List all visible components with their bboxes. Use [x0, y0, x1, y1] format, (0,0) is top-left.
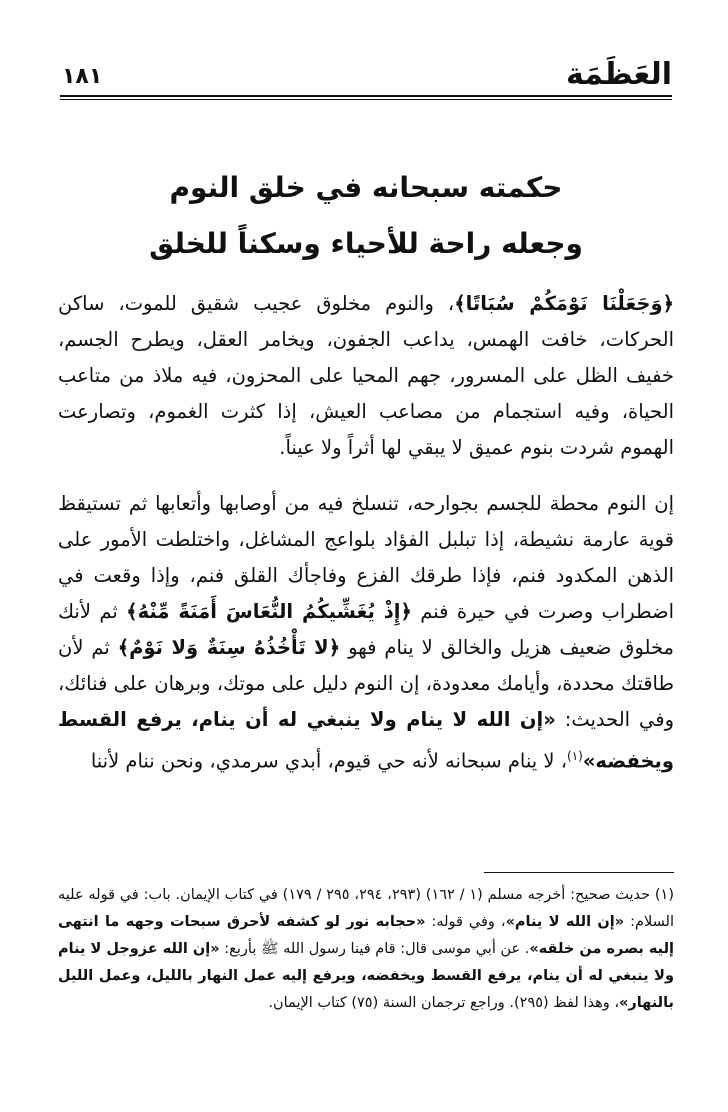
- footnote-text: (١) حديث صحيح: أخرجه مسلم (١ / ١٦٢) (٢٩٣، ٢٩٤، ٢٩٥ / ١٧٩) في كتاب الإيمان. باب: في قوله عليه السلام:: [58, 887, 674, 930]
- paragraph-text: ، لا ينام سبحانه لأنه حي قيوم، أبدي سرمدي، ونحن ننام لأننا: [90, 749, 567, 773]
- paragraph-1: [58, 286, 674, 466]
- quran-verse: ﴿لا تَأْخُذُهُ سِنَةٌ وَلا نَوْمٌ﴾: [117, 636, 341, 659]
- body-text: [58, 286, 674, 780]
- footnote-text: . عن أبي موسى قال: قام فينا رسول الله ﷺ بأربع:: [219, 941, 530, 957]
- footnote-quote: «إن الله عزوجل لا ينام ولا ينبغي له أن ينام، يرفع القسط ويخفضه، ويرفع إليه عمل النهار بالليل، وعمل الليل بالنهار»: [58, 941, 674, 1011]
- paragraph-text: ثم لأنك مخلوق ضعيف هزيل والخالق لا ينام فهو: [58, 600, 675, 659]
- chapter-heading: [60, 160, 672, 272]
- paragraph-text: ثم لأن طاقتك محددة، وأيامك معدودة، إن النوم دليل على موتك، وبرهان على فنائك، وفي الحديث:: [58, 636, 674, 731]
- paragraph-2: [58, 486, 674, 780]
- quran-verse: ﴿إِذْ يُغَشِّيكُمُ النُّعَاسَ أَمَنَةً مِّنْهُ﴾: [126, 600, 412, 623]
- footnote-text: ، وفي قوله:: [425, 914, 506, 930]
- header-rule-thin: [60, 99, 672, 100]
- header-rule: [60, 95, 672, 97]
- footnote-separator: [484, 872, 674, 873]
- paragraph-text: إن النوم محطة للجسم بجوارحه، تنسلخ فيه من أوصابها وأتعابها ثم تستيقظ قوية عارمة نشيطة، إذا تبلبل الفؤاد بلواعج المشاغل، واختلطت الأمور على الذهن المكدود فنم، فإذا طرقك الفزع وفاجأك القلق فنم، وإذا وقعت في اضطراب وصرت في حيرة فنم: [58, 492, 674, 623]
- paragraph-text: ، والنوم مخلوق عجيب شقيق للموت، ساكن الحركات، خافت الهمس، يداعب الجفون، ويخامر العقل، ويطرح الجسم، خفيف الظل على المسرور، جهم المحيا على المحزون، فيه ملاذ من متاعب الحياة، وفيه استجمام من مصاعب العيش، إذا كثرت الغموم، وتصارعت الهموم شردت بنوم عميق لا يبقي لها أثراً ولا عيناً.: [58, 292, 674, 459]
- chapter-title-line-1: حكمته سبحانه في خلق النوم: [169, 171, 563, 204]
- hadith-quote: «إن الله لا ينام ولا ينبغي له أن ينام، يرفع القسط ويخفضه»: [58, 708, 674, 773]
- page-number: ١٨١: [62, 64, 103, 89]
- footnote-text: ، وهذا لفظ (٢٩٥). وراجع ترجمان السنة (٧٥) كتاب الإيمان.: [268, 995, 620, 1011]
- chapter-title-line-2: وجعله راحة للأحياء وسكناً للخلق: [149, 227, 583, 260]
- footnote-ref[interactable]: (١): [567, 749, 583, 763]
- footnote-quote: «حجابه نور لو كشفه لأحرق سبحات وجهه ما انتهى إليه بصره من خلقه»: [58, 914, 674, 957]
- footnote: [58, 882, 674, 1017]
- footnote-quote: «إن الله لا ينام»: [505, 914, 625, 930]
- running-header: [62, 58, 672, 94]
- quran-verse: ﴿وَجَعَلْنَا نَوْمَكُمْ سُبَاتًا﴾: [454, 292, 674, 315]
- running-header-title: العَظَمَة: [565, 57, 672, 92]
